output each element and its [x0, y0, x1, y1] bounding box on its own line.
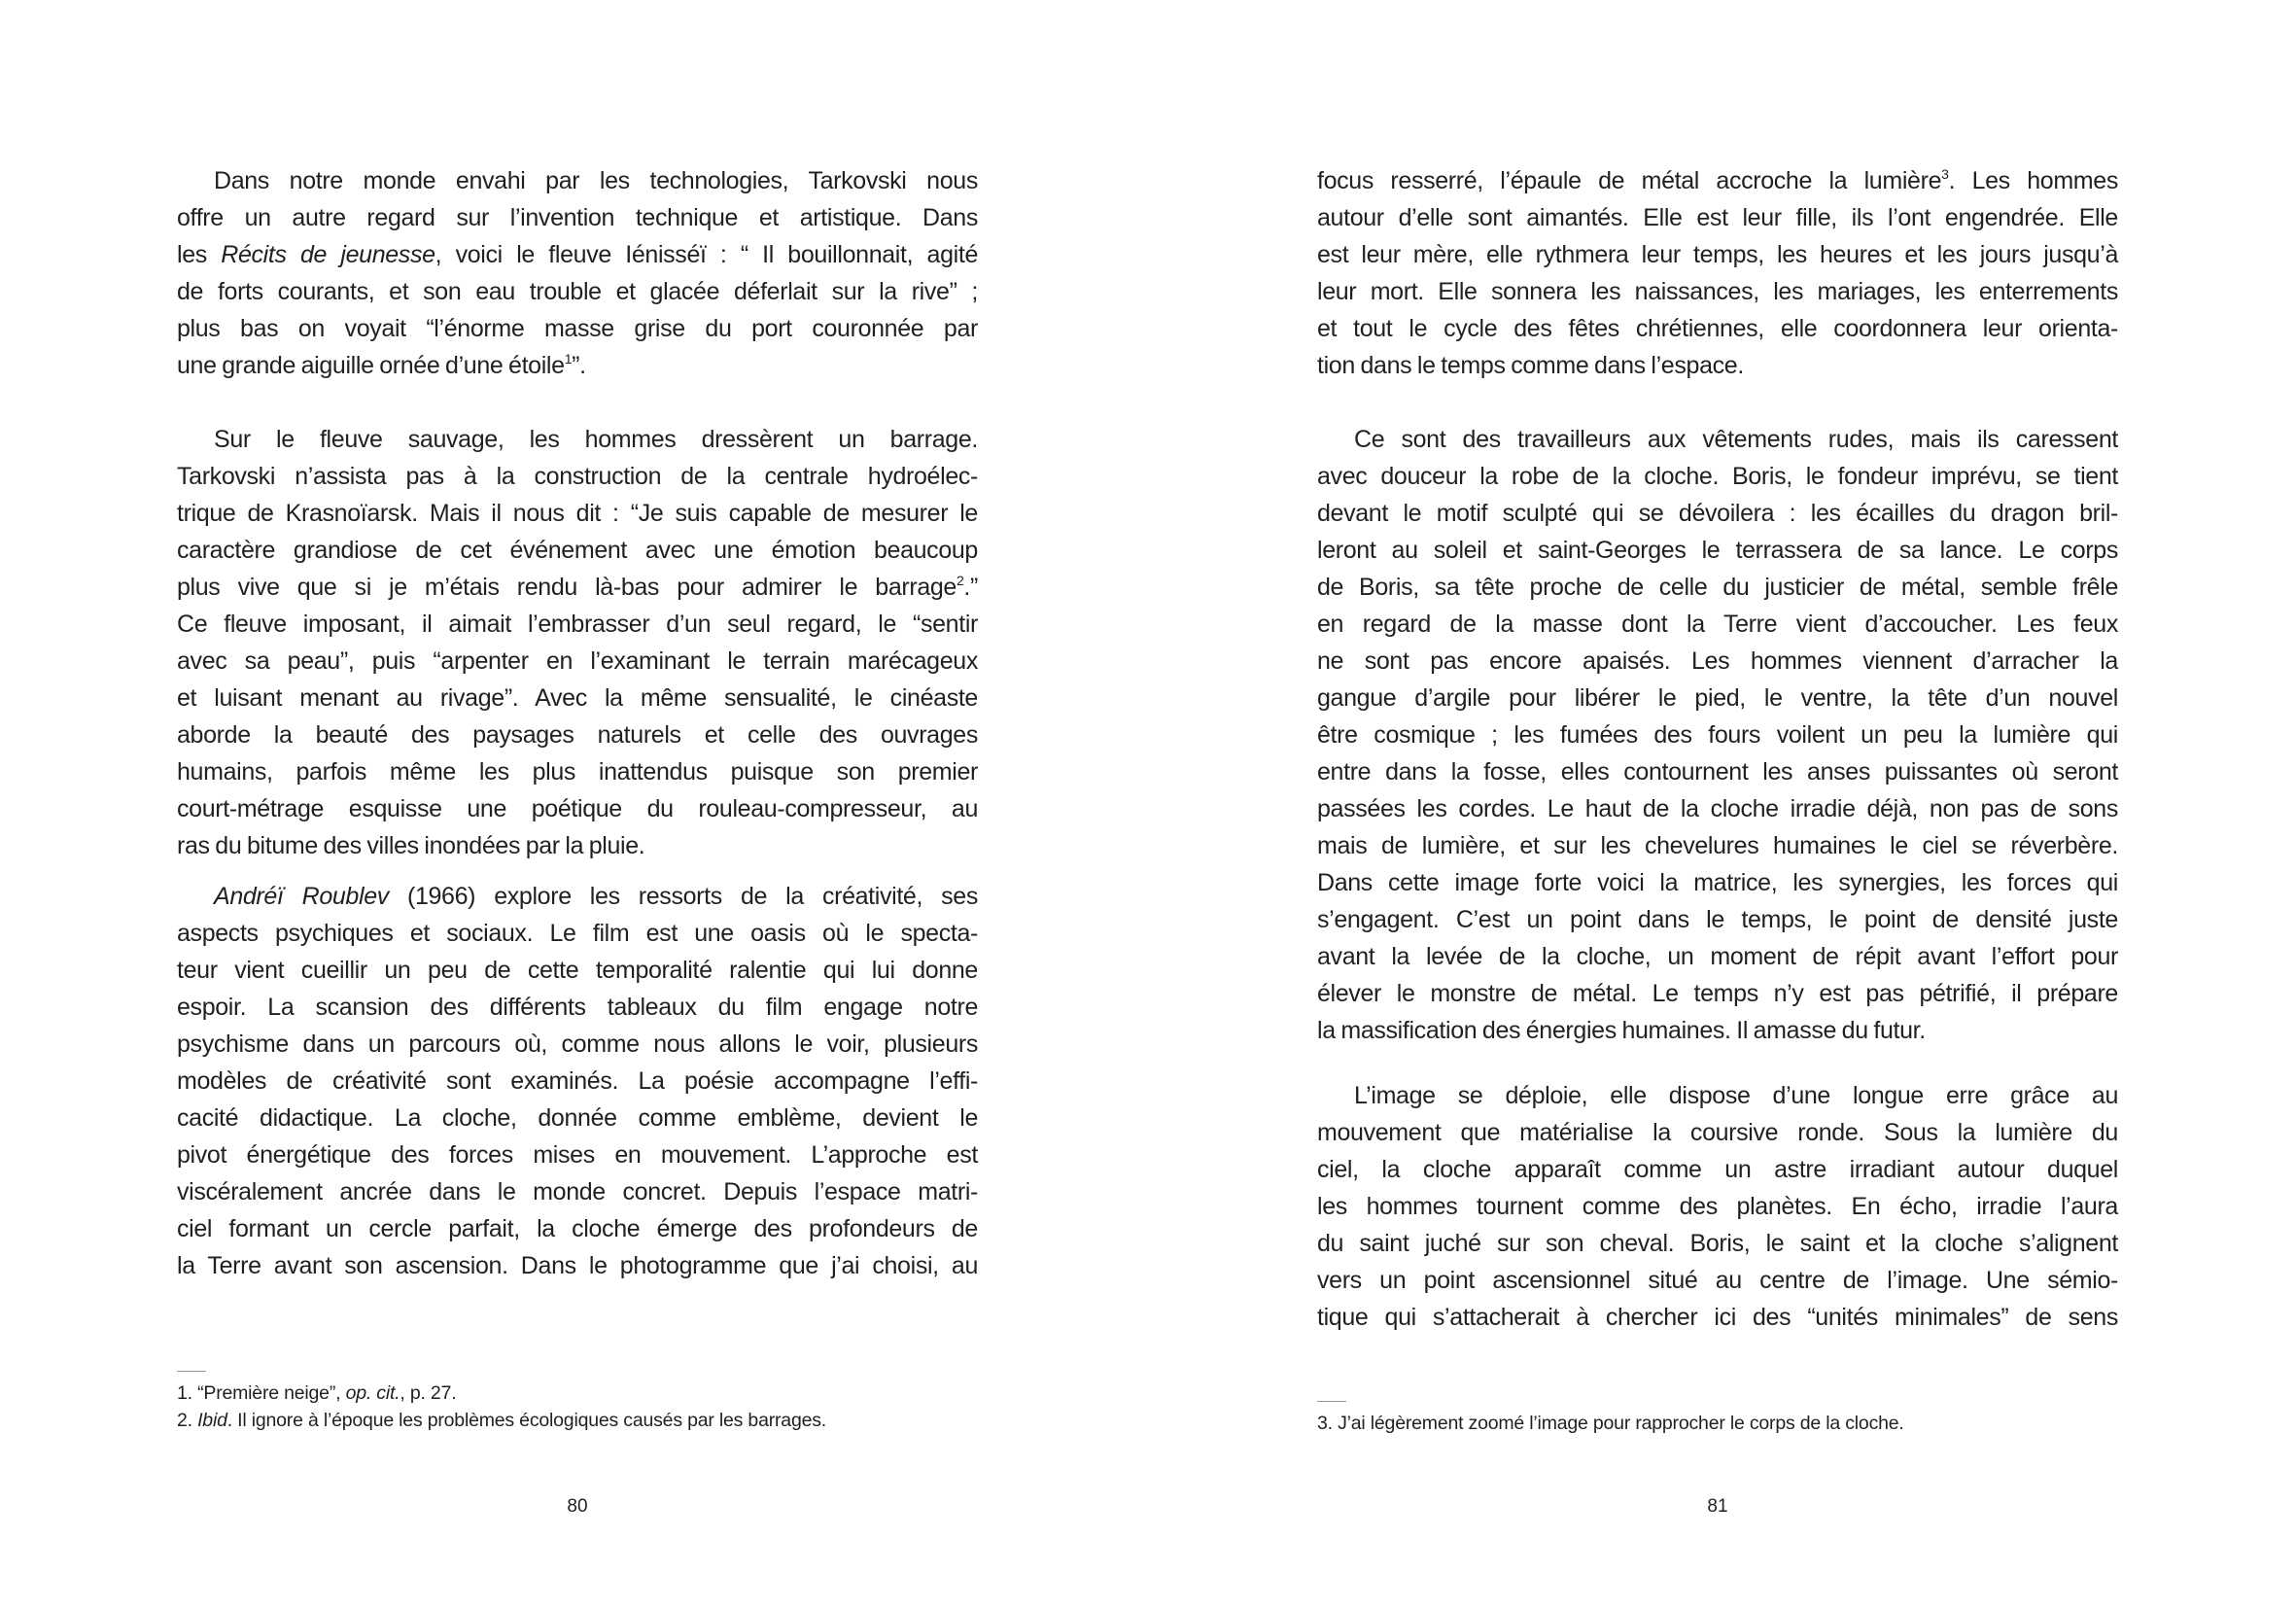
text-line: ne sont pas encore apaisés. Les hommes viennent d’arracher la [1317, 647, 2118, 675]
text-line: s’engagent. C’est un point dans le temps, le point de densité juste [1317, 906, 2118, 933]
paragraph [1317, 421, 2118, 1049]
text-line: ras du bitume des villes inondées par la pluie. [177, 832, 645, 859]
page-number: 80 [567, 1496, 588, 1517]
paragraph [177, 878, 978, 1284]
text-line: caractère grandiose de cet événement avec une émotion beaucoup [177, 537, 978, 564]
text-line: est leur mère, elle rythmera leur temps, les heures et les jours jusqu’à [1317, 241, 2118, 268]
text-line: de Boris, sa tête proche de celle du justicier de métal, semble frêle [1317, 574, 2118, 601]
text-line: une grande aiguille ornée d’une étoile$^1$”. [177, 351, 586, 379]
paragraph [177, 421, 978, 864]
text-line: tion dans le temps comme dans l’espace. [1317, 352, 1744, 379]
text-line: espoir. La scansion des différents tableaux du film engage notre [177, 994, 978, 1021]
footnote-3: 3. J’ai légèrement zoomé l’image pour rapprocher le corps de la cloche. [1317, 1413, 1904, 1434]
book-title: Récits de jeunesse [221, 241, 435, 268]
footnote-1: 1. “Première neige”, op. cit., p. 27. [177, 1382, 457, 1404]
page-number: 81 [1707, 1496, 1728, 1517]
text-line: modèles de créativité sont examinés. La poésie accompagne l’effi- [177, 1067, 978, 1095]
text-line: leur mort. Elle sonnera les naissances, les mariages, les enterrements [1317, 278, 2118, 305]
paragraph [177, 162, 978, 384]
text-line: autour d’elle sont aimantés. Elle est leur fille, ils l’ont engendrée. Elle [1317, 204, 2118, 231]
text-line: avec sa peau”, puis “arpenter en l’examinant le terrain marécageux [177, 647, 978, 675]
text-line: avant la levée de la cloche, un moment de répit avant l’effort pour [1317, 943, 2118, 970]
text-line: gangue d’argile pour libérer le pied, le ventre, la tête d’un nouvel [1317, 684, 2118, 712]
text-line: vers un point ascensionnel situé au centre de l’image. Une sémio- [1317, 1267, 2118, 1294]
footnote-ref[interactable]: 3 [1941, 166, 1949, 182]
footnote-ref[interactable]: 1 [564, 351, 573, 367]
text-line: Ce fleuve imposant, il aimait l’embrasser d’un seul regard, le “sentir [177, 611, 978, 638]
text-line: ciel formant un cercle parfait, la cloche émerge des profondeurs de [177, 1215, 978, 1242]
footnote-2: 2. Ibid. Il ignore à l’époque les problèmes écologiques causés par les barrages. [177, 1410, 827, 1431]
text-line: et luisant menant au rivage”. Avec la même sensualité, le cinéaste [177, 684, 978, 712]
text-line: trique de Krasnoïarsk. Mais il nous dit : “Je suis capable de mesurer le [177, 500, 978, 527]
text-line: entre dans la fosse, elles contournent les anses puissantes où seront [1317, 758, 2118, 786]
text-line: focus resserré, l’épaule de métal accroche la lumière$^3$. Les hommes [1317, 166, 2118, 194]
footnote-separator [177, 1371, 206, 1372]
text-line: humains, parfois même les plus inattendus puisque son premier [177, 758, 978, 786]
text-line: leront au soleil et saint-Georges le terrassera de sa lance. Le corps [1317, 537, 2118, 564]
text-line: en regard de la masse dont la Terre vient d’accoucher. Les feux [1317, 611, 2118, 638]
film-title: Andréï Roublev [214, 883, 389, 910]
text-line: tique qui s’attacherait à chercher ici des “unités minimales” de sens [1317, 1304, 2118, 1331]
text-line: Tarkovski n’assista pas à la construction de la centrale hydroélec- [177, 463, 978, 490]
paragraph [1317, 1077, 2118, 1336]
text-line: Sur le fleuve sauvage, les hommes dressèrent un barrage. [214, 426, 978, 453]
text-line: Ce sont des travailleurs aux vêtements rudes, mais ils caressent [1354, 426, 2118, 453]
text-line: les hommes tournent comme des planètes. En écho, irradie l’aura [1317, 1193, 2118, 1220]
paragraph [1317, 162, 2118, 384]
text-line: L’image se déploie, elle dispose d’une longue erre grâce au [1354, 1082, 2118, 1109]
text-line: être cosmique ; les fumées des fours voilent un peu la lumière qui [1317, 721, 2118, 749]
text-line: pivot énergétique des forces mises en mouvement. L’approche est [177, 1141, 978, 1169]
text-line: court-métrage esquisse une poétique du rouleau-compresseur, au [177, 795, 978, 822]
text-line: Dans cette image forte voici la matrice, les synergies, les forces qui [1317, 869, 2118, 896]
text-line: du saint juché sur son cheval. Boris, le saint et la cloche s’alignent [1317, 1230, 2118, 1257]
text-line: mouvement que matérialise la coursive ronde. Sous la lumière du [1317, 1119, 2118, 1146]
text-line: plus vive que si je m’étais rendu là-bas pour admirer le barrage$^2$.” [177, 573, 978, 601]
text-line: psychisme dans un parcours où, comme nous allons le voir, plusieurs [177, 1031, 978, 1058]
text-line: passées les cordes. Le haut de la cloche irradie déjà, non pas de sons [1317, 795, 2118, 822]
text-line: aspects psychiques et sociaux. Le film est une oasis où le specta- [177, 920, 978, 947]
text-line: viscéralement ancrée dans le monde concret. Depuis l’espace matri- [177, 1178, 978, 1205]
text-line: avec douceur la robe de la cloche. Boris, le fondeur imprévu, se tient [1317, 463, 2118, 490]
text-line: Dans notre monde envahi par les technologies, Tarkovski nous [214, 167, 978, 194]
text-line: teur vient cueillir un peu de cette temporalité ralentie qui lui donne [177, 957, 978, 984]
text-line: mais de lumière, et sur les chevelures humaines le ciel se réverbère. [1317, 832, 2118, 859]
text-line: de forts courants, et son eau trouble et glacée déferlait sur la rive” ; [177, 278, 978, 305]
text-line: et tout le cycle des fêtes chrétiennes, elle coordonnera leur orienta- [1317, 315, 2118, 342]
text-line: élever le monstre de métal. Le temps n’y est pas pétrifié, il prépare [1317, 980, 2118, 1007]
text-line: offre un autre regard sur l’invention technique et artistique. Dans [177, 204, 978, 231]
text-line: aborde la beauté des paysages naturels et celle des ouvrages [177, 721, 978, 749]
text-line: la Terre avant son ascension. Dans le photogramme que j’ai choisi, au [177, 1252, 978, 1279]
text-line: cacité didactique. La cloche, donnée comme emblème, devient le [177, 1104, 978, 1132]
right-page [1148, 0, 2296, 1607]
text-line: la massification des énergies humaines. Il amasse du futur. [1317, 1017, 1926, 1044]
footnote-separator [1317, 1401, 1346, 1402]
text-line: devant le motif sculpté qui se dévoilera : les écailles du dragon bril- [1317, 500, 2118, 527]
text-line: plus bas on voyait “l’énorme masse grise du port couronnée par [177, 315, 978, 342]
text-line: Andréï Roublev (1966) explore les ressorts de la créativité, ses [214, 883, 978, 910]
text-line: ciel, la cloche apparaît comme un astre irradiant autour duquel [1317, 1156, 2118, 1183]
footnote-ref[interactable]: 2 [956, 573, 964, 588]
text-line: les Récits de jeunesse, voici le fleuve Iénisséï : “ Il bouillonnait, agité [177, 241, 978, 268]
